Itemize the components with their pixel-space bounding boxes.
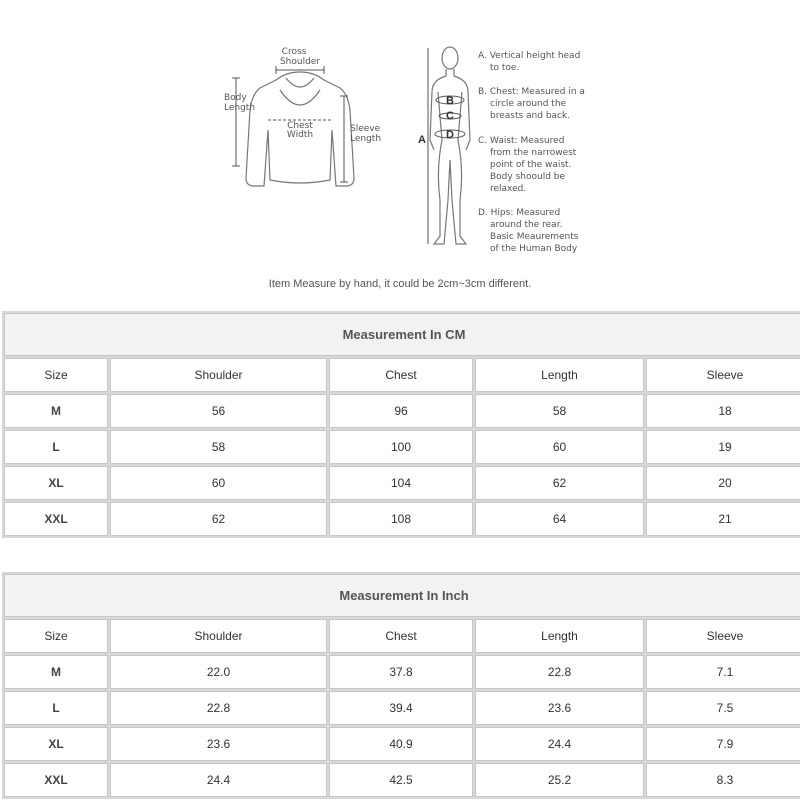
size-cell: L [4, 691, 108, 725]
legend-line: D. Hips: Measured [478, 208, 561, 218]
body-measurement-legend [478, 51, 585, 254]
body-letter-c: C [446, 110, 454, 122]
body-letter-d: D [446, 129, 454, 141]
shoulder-cell: 56 [110, 394, 327, 428]
shoulder-cell: 23.6 [110, 727, 327, 761]
legend-line: Basic Meaurements [490, 232, 579, 242]
table-row [4, 763, 800, 797]
cm-header-sleeve: Sleeve [646, 358, 800, 392]
body-length-label-line2: Length [224, 103, 256, 113]
cm-header-size: Size [4, 358, 108, 392]
size-cell: M [4, 394, 108, 428]
legend-line: B. Chest: Measured in a [478, 87, 585, 97]
sleeve-cell: 21 [646, 502, 800, 536]
sleeve-cell: 8.3 [646, 763, 800, 797]
inch-header-length: Length [475, 619, 644, 653]
inch-header-chest: Chest [329, 619, 473, 653]
legend-line: around the rear. [490, 220, 563, 230]
chest-cell: 40.9 [329, 727, 473, 761]
measurement-cm-table [2, 311, 800, 538]
length-cell: 64 [475, 502, 644, 536]
length-cell: 22.8 [475, 655, 644, 689]
table-row [4, 691, 800, 725]
legend-line: C. Waist: Measured [478, 136, 565, 146]
sleeve-cell: 20 [646, 466, 800, 500]
length-cell: 62 [475, 466, 644, 500]
shoulder-cell: 22.0 [110, 655, 327, 689]
table-row [4, 655, 800, 689]
sleeve-cell: 19 [646, 430, 800, 464]
size-cell: XXL [4, 502, 108, 536]
length-cell: 58 [475, 394, 644, 428]
chest-cell: 39.4 [329, 691, 473, 725]
chest-cell: 108 [329, 502, 473, 536]
table-row [4, 727, 800, 761]
body-letter-b: B [446, 95, 454, 107]
chest-width-label-line1: Chest [287, 121, 313, 131]
legend-line: circle around the [490, 99, 567, 109]
cm-header-shoulder: Shoulder [110, 358, 327, 392]
length-cell: 25.2 [475, 763, 644, 797]
shoulder-cell: 60 [110, 466, 327, 500]
length-cell: 60 [475, 430, 644, 464]
size-cell: XL [4, 727, 108, 761]
chest-width-label-line2: Width [286, 130, 314, 140]
table-row [4, 466, 800, 500]
cm-table-title: Measurement In CM [4, 313, 800, 356]
legend-line: Body shoould be [490, 172, 566, 182]
legend-line: to toe. [490, 63, 520, 73]
measurement-diagram [0, 0, 800, 300]
chest-cell: 104 [329, 466, 473, 500]
legend-line: relaxed. [490, 184, 527, 194]
measurement-note: Item Measure by hand, it could be 2cm~3cm different. [268, 278, 532, 290]
body-figure [430, 47, 470, 244]
measurement-inch-table [2, 572, 800, 799]
legend-line: point of the waist. [490, 160, 572, 170]
cm-header-chest: Chest [329, 358, 473, 392]
sleeve-cell: 18 [646, 394, 800, 428]
size-cell: XXL [4, 763, 108, 797]
inch-header-shoulder: Shoulder [110, 619, 327, 653]
cm-header-length: Length [475, 358, 644, 392]
inch-table-title: Measurement In Inch [4, 574, 800, 617]
table-row [4, 430, 800, 464]
legend-line: of the Human Body [490, 244, 578, 254]
sleeve-cell: 7.1 [646, 655, 800, 689]
chest-cell: 37.8 [329, 655, 473, 689]
size-cell: L [4, 430, 108, 464]
sleeve-cell: 7.9 [646, 727, 800, 761]
body-length-label-line1: Body [224, 93, 247, 103]
shoulder-cell: 62 [110, 502, 327, 536]
sleeve-cell: 7.5 [646, 691, 800, 725]
length-cell: 24.4 [475, 727, 644, 761]
legend-line: from the narrowest [490, 148, 577, 158]
shoulder-cell: 58 [110, 430, 327, 464]
chest-cell: 100 [329, 430, 473, 464]
size-cell: M [4, 655, 108, 689]
chest-cell: 42.5 [329, 763, 473, 797]
sleeve-length-label-line2: Length [350, 134, 382, 144]
shoulder-cell: 22.8 [110, 691, 327, 725]
legend-line: A. Vertical height head [478, 51, 581, 61]
legend-line: breasts and back. [490, 111, 571, 121]
table-row [4, 394, 800, 428]
inch-header-sleeve: Sleeve [646, 619, 800, 653]
cross-shoulder-label-line2: Shoulder [279, 57, 321, 67]
size-cell: XL [4, 466, 108, 500]
body-letter-a: A [418, 134, 426, 146]
chest-cell: 96 [329, 394, 473, 428]
sleeve-length-label-line1: Sleeve [350, 124, 381, 134]
shoulder-cell: 24.4 [110, 763, 327, 797]
inch-header-size: Size [4, 619, 108, 653]
table-row [4, 502, 800, 536]
cross-shoulder-label-line1: Cross [281, 47, 307, 57]
length-cell: 23.6 [475, 691, 644, 725]
